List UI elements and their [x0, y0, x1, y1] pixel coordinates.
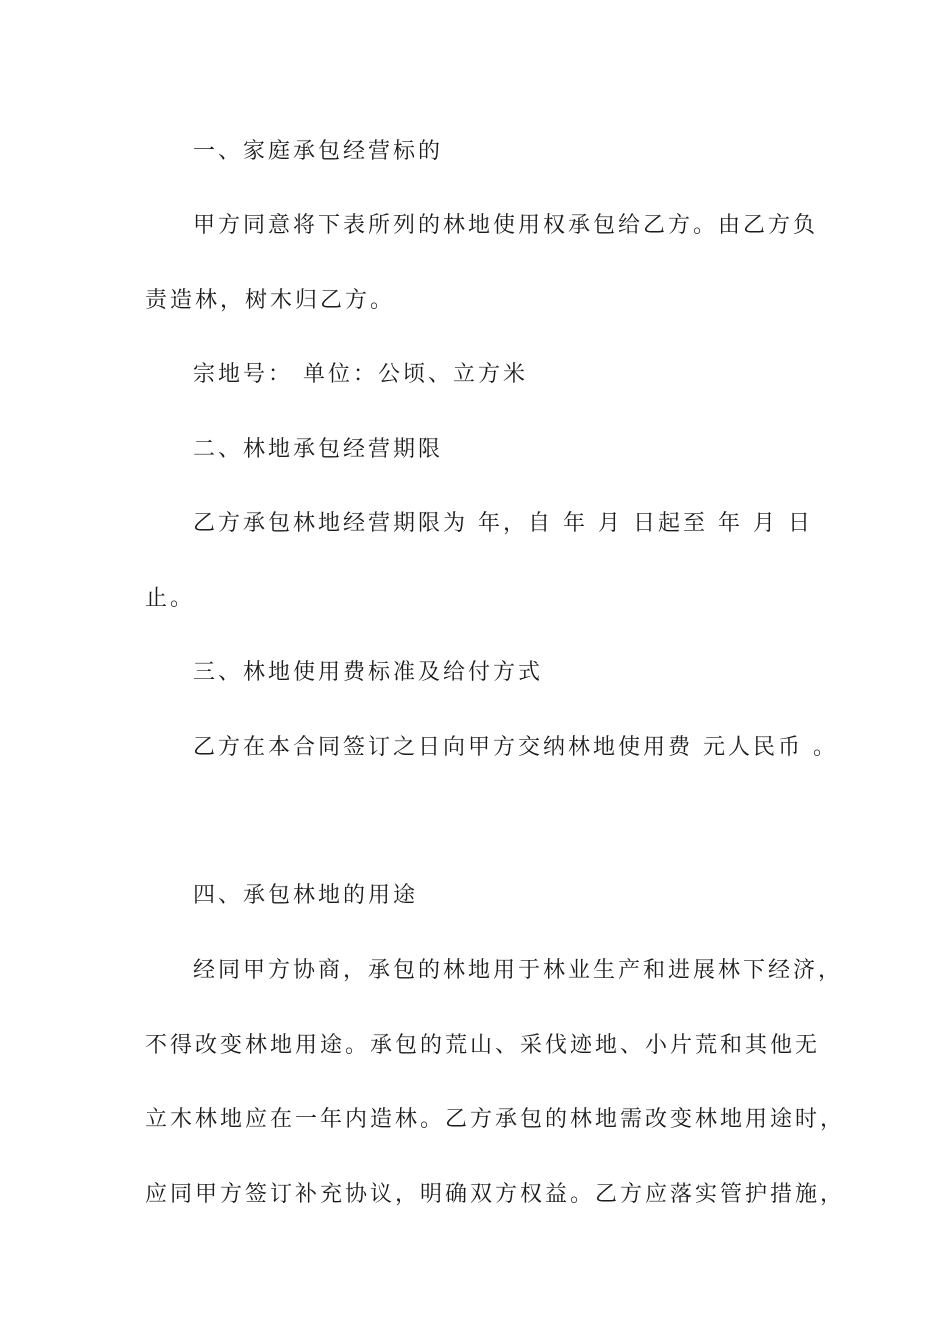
- paragraph-line: 立木林地应在一年内造林。乙方承包的林地需改变林地用途时，: [145, 1107, 846, 1132]
- paragraph-line: 宗地号： 单位：公顷、立方米: [193, 362, 528, 387]
- section-heading-1: 一、家庭承包经营标的: [193, 139, 444, 164]
- paragraph-line: 止。: [145, 586, 196, 611]
- paragraph-line: 甲方同意将下表所列的林地使用权承包给乙方。由乙方负: [193, 213, 819, 238]
- section-heading-4: 四、承包林地的用途: [193, 883, 419, 908]
- section-heading-2: 二、林地承包经营期限: [193, 437, 444, 462]
- section-heading-3: 三、林地使用费标准及给付方式: [193, 660, 544, 685]
- paragraph-line: 责造林，树木归乙方。: [145, 288, 396, 313]
- paragraph-line: 不得改变林地用途。承包的荒山、采伐迹地、小片荒和其他无: [145, 1033, 821, 1058]
- paragraph-line: 经同甲方协商，承包的林地用于林业生产和进展林下经济，: [193, 958, 844, 983]
- paragraph-line: 乙方承包林地经营期限为 年，自 年 月 日起至 年 月 日: [193, 511, 813, 536]
- paragraph-line: 乙方在本合同签订之日向甲方交纳林地使用费 元人民币 。: [193, 735, 838, 760]
- paragraph-line: 应同甲方签订补充协议，明确双方权益。乙方应落实管护措施，: [145, 1182, 846, 1207]
